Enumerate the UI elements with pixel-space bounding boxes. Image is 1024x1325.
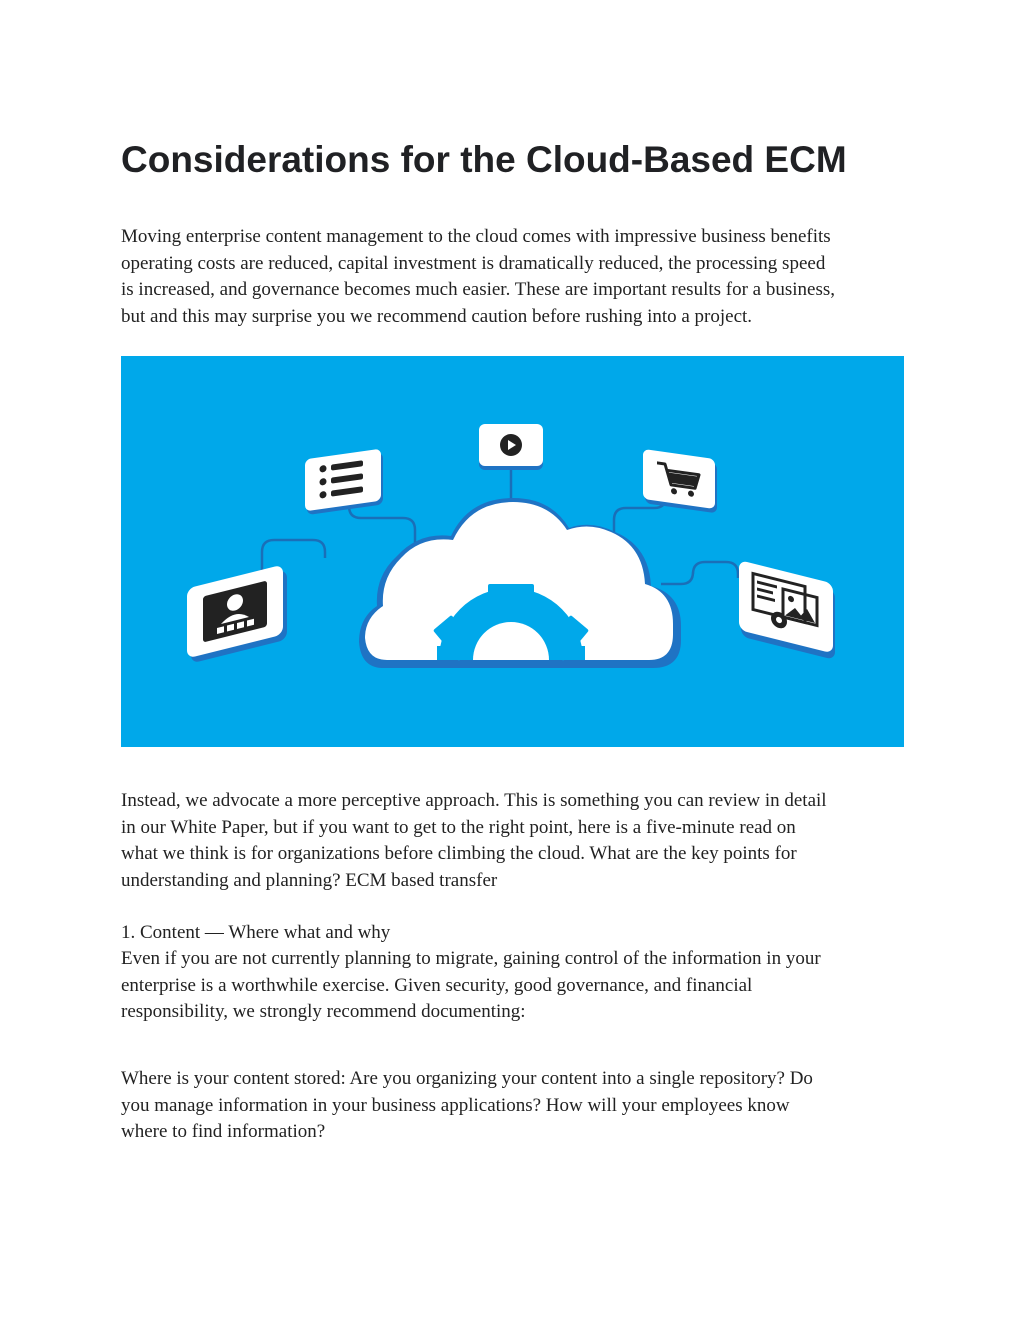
- page-title: Considerations for the Cloud-Based ECM: [121, 139, 847, 180]
- section-paragraph: [121, 946, 911, 1026]
- intro-line: operating costs are reduced, capital investment is dramatically reduced, the processing speed: [121, 252, 826, 274]
- intro-paragraph: [121, 224, 911, 330]
- question-line: you manage information in your business applications? How will your employees know: [121, 1094, 790, 1116]
- approach-paragraph: [121, 788, 911, 894]
- question-line: Where is your content stored: Are you organizing your content into a single repository? Do: [121, 1068, 813, 1089]
- section-line: responsibility, we strongly recommend documenting:: [121, 1001, 526, 1022]
- approach-line: understanding and planning? ECM based transfer: [121, 869, 498, 891]
- user-card-icon: [187, 564, 287, 665]
- content-question-paragraph: [121, 1066, 911, 1146]
- image-gear-icon: [739, 560, 835, 660]
- approach-line: Instead, we advocate a more perceptive approach. This is something you can review in detail: [121, 790, 827, 811]
- intro-line: Moving enterprise content management to the cloud comes with impressive business benefits: [121, 226, 831, 247]
- section-line: enterprise is a worthwhile exercise. Given security, good governance, and financial: [121, 974, 753, 996]
- intro-line: but and this may surprise you we recommend caution before rushing into a project.: [121, 305, 753, 327]
- play-icon: [479, 424, 543, 470]
- list-icon: [305, 448, 383, 515]
- cart-icon: [643, 449, 717, 513]
- intro-line: is increased, and governance becomes much easier. These are important results for a business,: [121, 279, 836, 300]
- approach-line: in our White Paper, but if you want to get to the right point, here is a five-minute read on: [121, 816, 796, 838]
- cloud-ecm-illustration: [121, 356, 904, 747]
- approach-line: what we think is for organizations before climbing the cloud. What are the key points for: [121, 843, 797, 864]
- section-heading: 1. Content — Where what and why: [121, 922, 391, 943]
- section-line: Even if you are not currently planning to migrate, gaining control of the information in your: [121, 948, 821, 969]
- question-line: where to find information?: [121, 1121, 326, 1142]
